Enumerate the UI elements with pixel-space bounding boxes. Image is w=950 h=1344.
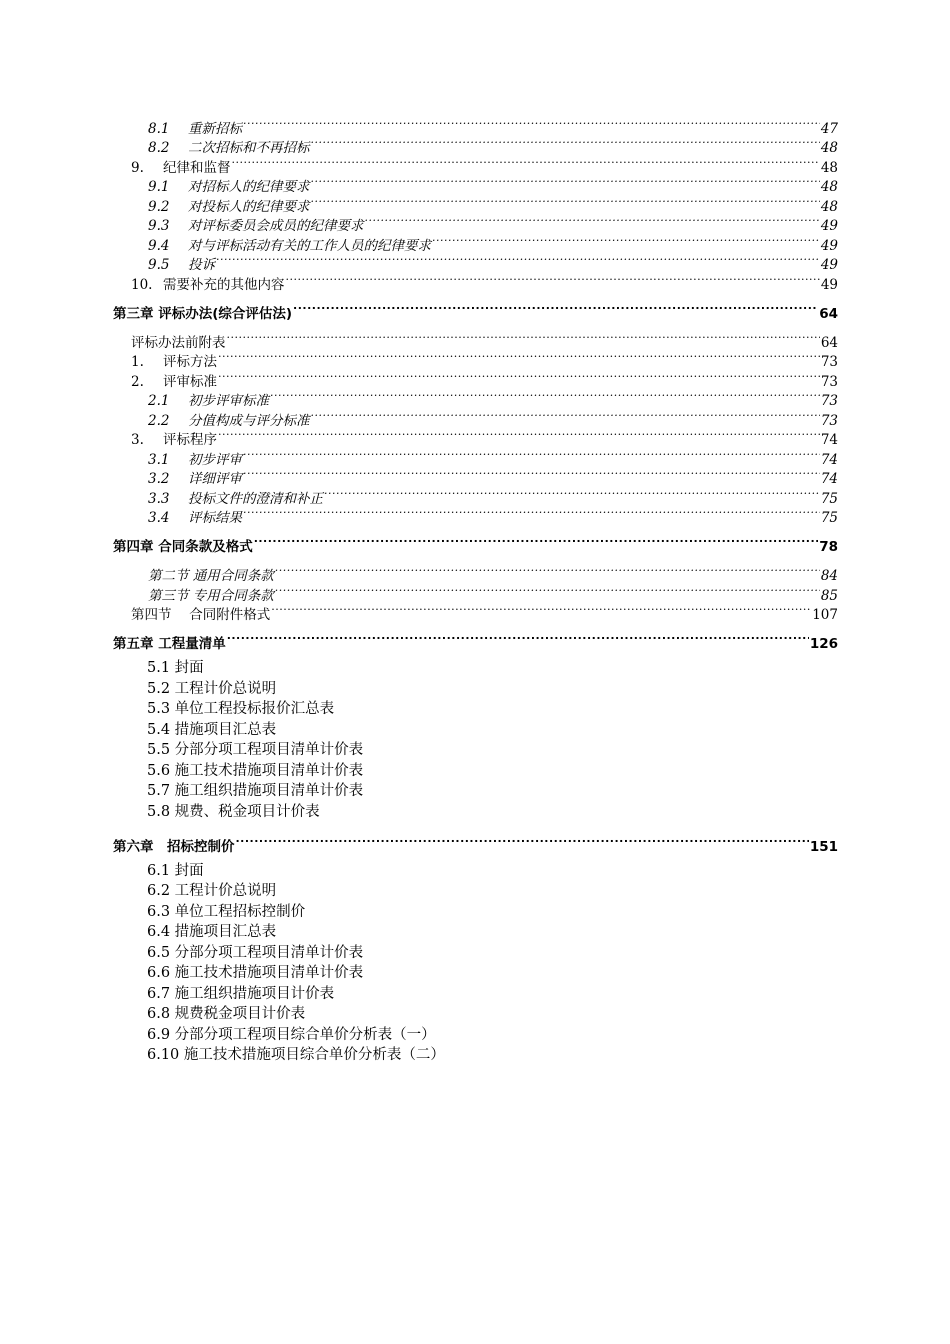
chapter-page: 78	[819, 539, 838, 555]
leader-dots	[243, 445, 820, 464]
toc-entry-page: 48	[820, 199, 838, 215]
list-item: 6.5 分部分项工程项目清单计价表	[147, 945, 364, 961]
toc-entry-page: 74	[820, 452, 838, 468]
leader-dots	[236, 832, 809, 851]
list-item: 5.5 分部分项工程项目清单计价表	[147, 742, 364, 758]
list-item: 6.8 规费税金项目计价表	[147, 1006, 306, 1022]
leader-dots	[270, 386, 820, 405]
leader-dots	[218, 367, 820, 386]
leader-dots	[324, 484, 820, 503]
leader-dots	[227, 328, 820, 347]
toc-entry-number: 9.3	[148, 218, 170, 234]
list-item: 5.1 封面	[147, 660, 204, 676]
leader-dots	[227, 629, 809, 648]
leader-dots	[271, 600, 811, 619]
leader-dots	[311, 172, 820, 191]
toc-entry-number: 3.	[131, 432, 144, 448]
toc-entry-number: 3.1	[148, 452, 170, 468]
toc-entry[interactable]	[131, 270, 838, 295]
leader-dots	[311, 406, 820, 425]
toc-entry-title: 对与评标活动有关的工作人员的纪律要求	[188, 238, 431, 254]
toc-entry-page: 49	[820, 218, 838, 234]
toc-entry-page: 73	[820, 374, 838, 390]
list-item: 5.8 规费、税金项目计价表	[147, 804, 320, 820]
leader-dots	[365, 211, 820, 230]
chapter-title: 第三章 评标办法(综合评估法)	[113, 306, 293, 322]
toc-chapter-6[interactable]	[113, 832, 838, 857]
toc-chapter-4[interactable]	[113, 532, 838, 557]
toc-entry-page: 75	[820, 491, 838, 507]
chapter-page: 64	[819, 306, 838, 322]
toc-entry-page: 48	[820, 140, 838, 156]
leader-dots	[311, 133, 820, 152]
leader-dots	[218, 347, 820, 366]
leader-dots	[243, 464, 820, 483]
toc-entry-title: 分值构成与评分标准	[188, 413, 310, 429]
list-item: 5.3 单位工程投标报价汇总表	[147, 701, 335, 717]
toc-entry-number: 9.4	[148, 238, 170, 254]
toc-entry-number: 9.2	[148, 199, 170, 215]
list-item: 6.2 工程计价总说明	[147, 883, 277, 899]
toc-entry-number: 1.	[131, 354, 144, 370]
toc-entry-number: 9.5	[148, 257, 170, 273]
list-item: 6.6 施工技术措施项目清单计价表	[147, 965, 364, 981]
leader-dots	[243, 114, 820, 133]
list-item: 6.1 封面	[147, 863, 204, 879]
leader-dots	[254, 532, 819, 551]
toc-entry-page: 74	[820, 432, 838, 448]
toc-entry-title: 对评标委员会成员的纪律要求	[188, 218, 364, 234]
toc-entry-title: 评标方法	[163, 354, 217, 370]
toc-entry-page: 64	[820, 335, 838, 351]
toc-entry-title: 评标结果	[188, 510, 242, 526]
toc-entry-number: 3.4	[148, 510, 170, 526]
toc-entry-page: 47	[820, 121, 838, 137]
toc-entry[interactable]	[131, 600, 838, 625]
toc-entry-title: 投诉	[188, 257, 215, 273]
toc-entry-title: 需要补充的其他内容	[163, 277, 285, 293]
chapter-title: 第五章 工程量清单	[113, 636, 226, 652]
toc-entry-number: 3.3	[148, 491, 170, 507]
toc-entry-page: 107	[812, 607, 838, 623]
list-item: 6.9 分部分项工程项目综合单价分析表（一）	[147, 1027, 436, 1043]
leader-dots	[243, 503, 820, 522]
chapter-title: 第四章 合同条款及格式	[113, 539, 253, 555]
toc-entry-page: 75	[820, 510, 838, 526]
leader-dots	[432, 231, 820, 250]
toc-entry-title: 评标程序	[163, 432, 217, 448]
chapter-page: 126	[809, 636, 838, 652]
toc-entry-title: 详细评审	[188, 471, 242, 487]
toc-entry-page: 49	[820, 277, 838, 293]
leader-dots	[311, 192, 820, 211]
leader-dots	[275, 561, 820, 580]
leader-dots	[218, 425, 820, 444]
toc-entry-number: 10.	[131, 277, 153, 293]
leader-dots	[216, 250, 820, 269]
leader-dots	[286, 270, 820, 289]
leader-dots	[232, 153, 820, 172]
toc-entry-title: 初步评审标准	[188, 393, 269, 409]
list-item: 6.4 措施项目汇总表	[147, 924, 277, 940]
list-item: 6.10 施工技术措施项目综合单价分析表（二）	[147, 1047, 445, 1063]
toc-entry-number: 9.	[131, 160, 144, 176]
toc-entry-page: 73	[820, 413, 838, 429]
toc-entry-title: 对招标人的纪律要求	[188, 179, 310, 195]
toc-entry-number: 2.2	[148, 413, 170, 429]
toc-entry-title: 对投标人的纪律要求	[188, 199, 310, 215]
toc-entry-page: 73	[820, 393, 838, 409]
toc-entry-title: 评标办法前附表	[131, 335, 226, 351]
toc-entry-title: 第四节 合同附件格式	[131, 607, 271, 623]
toc-entry-title: 第二节 通用合同条款	[148, 568, 274, 584]
chapter-page: 151	[809, 839, 838, 855]
list-item: 6.7 施工组织措施项目计价表	[147, 986, 335, 1002]
toc-entry-page: 84	[820, 568, 838, 584]
chapter-title: 第六章 招标控制价	[113, 839, 235, 855]
toc-entry-page: 48	[820, 179, 838, 195]
toc-entry-title: 评审标准	[163, 374, 217, 390]
list-item: 5.4 措施项目汇总表	[147, 722, 277, 738]
toc-entry-title: 投标文件的澄清和补正	[188, 491, 323, 507]
toc-entry-title: 纪律和监督	[163, 160, 231, 176]
toc-entry-title: 重新招标	[188, 121, 242, 137]
toc-entry-number: 2.	[131, 374, 144, 390]
list-item: 5.7 施工组织措施项目清单计价表	[147, 783, 364, 799]
toc-entry-number: 3.2	[148, 471, 170, 487]
toc-entry-number: 8.1	[148, 121, 170, 137]
toc-entry-page: 49	[820, 238, 838, 254]
toc-entry-title: 初步评审	[188, 452, 242, 468]
list-item: 5.6 施工技术措施项目清单计价表	[147, 763, 364, 779]
list-item: 6.3 单位工程招标控制价	[147, 904, 306, 920]
toc-entry-page: 73	[820, 354, 838, 370]
toc-entry[interactable]	[148, 503, 838, 528]
toc-entry-page: 49	[820, 257, 838, 273]
leader-dots	[293, 299, 818, 318]
toc-chapter-3[interactable]	[113, 299, 838, 324]
toc-entry-page: 85	[820, 588, 838, 604]
toc-chapter-5[interactable]	[113, 629, 838, 654]
list-item: 5.2 工程计价总说明	[147, 681, 277, 697]
toc-entry-number: 8.2	[148, 140, 170, 156]
toc-entry-number: 2.1	[148, 393, 170, 409]
toc-entry-title: 第三节 专用合同条款	[148, 588, 274, 604]
toc-entry-page: 74	[820, 471, 838, 487]
toc-entry-title: 二次招标和不再招标	[188, 140, 310, 156]
toc-entry-number: 9.1	[148, 179, 170, 195]
leader-dots	[275, 581, 820, 600]
toc-entry-page: 48	[820, 160, 838, 176]
